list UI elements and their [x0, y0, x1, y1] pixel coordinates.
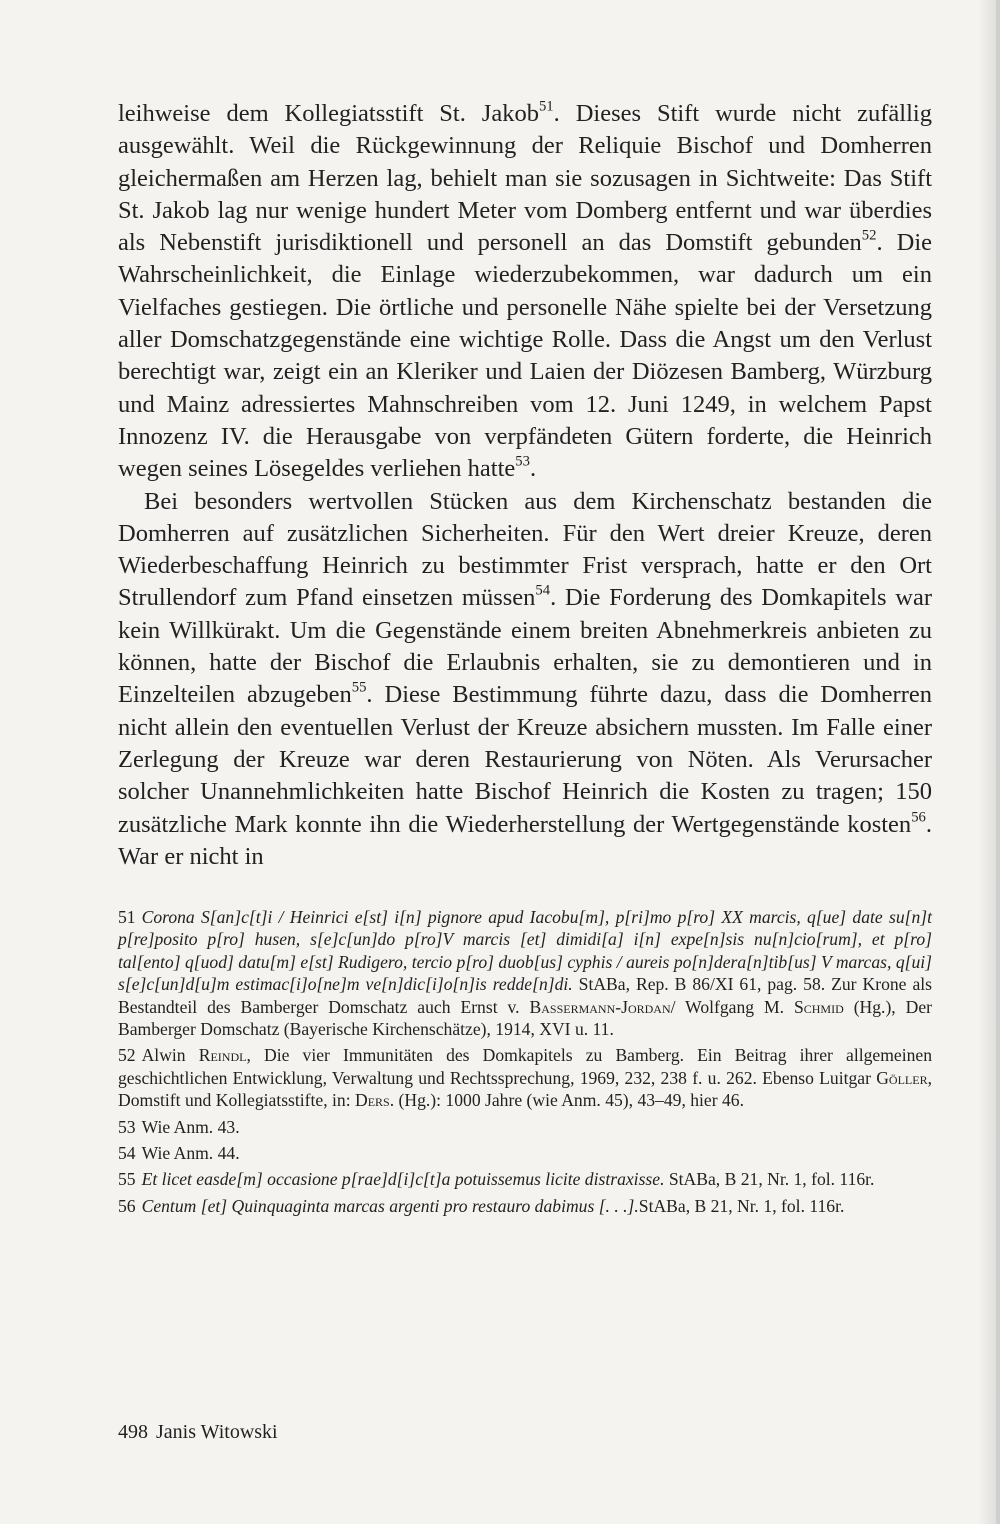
- text-run: StABa, B 21, Nr. 1, fol. 116r.: [664, 1169, 875, 1190]
- text-run: , Die vier Immunitäten des Domkapitels zu Bamberg. Ein Beitrag ihrer allgemeinen geschichtlichen Entwicklung, Verwaltung und Rechtssprechung, 1969, 232, 238 f. u. 262. Ebenso Luitgar: [118, 1045, 932, 1088]
- footnote-55: [118, 1168, 932, 1190]
- main-body-text: [118, 98, 932, 873]
- author-name: Göller: [876, 1067, 928, 1088]
- footnote-number: 51: [118, 907, 136, 927]
- text-run: leihweise dem Kollegiatsstift St. Jakob: [118, 100, 539, 127]
- footnote-51: [118, 906, 932, 1040]
- author-name: Reindl: [198, 1045, 247, 1066]
- text-run: Alwin: [141, 1045, 199, 1066]
- text-run: . War er nicht in: [118, 810, 932, 870]
- italic-quotation: Corona S[an]c[t]i / Heinrici e[st] i[n] pignore apud Iacobu[m], p[ri]mo p[ro] XX marcis, q[ue] date su[n]t p[re]posito p[ro] husen, s[e]c[un]do p[ro]V marcis [et] dimidi[a] i[n] expe[n]sis nu[n]cio[rum], et p[ro] tal[ento] q[uod] datu[m] e[st] Rudigero, tercio p[ro] duob[us] cyphis / aureis po[n]dera[n]tib[us] V marcas, q[ui] s[e]c[un]d[u]m estimac[i]o[ne]m ve[n]dic[i]o[n]is redde[n]di.: [118, 907, 932, 995]
- text-run: . Diese Bestimmung führte dazu, dass die Domherren nicht allein den eventuellen Verlust der Kreuze absichern mussten. Im Falle einer Zerlegung der Kreuze war deren Restaurierung von Nöten. Als Verursacher solcher Unannehmlichkeiten hatte Bischof Heinrich die Kosten zu tragen; 150 zusätzliche Mark konnte ihn die Wiederherstellung der Wertgegenstände kosten: [118, 681, 932, 838]
- text-run: . Dieses Stift wurde nicht zufällig ausgewählt. Weil die Rückgewinnung der Reliquie Bischof und Domherren gleichermaßen am Herzen lag, behielt man sie sozusagen in Sichtweite: Das Stift St. Jakob lag nur wenige hundert Meter vom Domberg entfernt und war überdies als Nebenstift jurisdiktionell und personell an das Domstift gebunden: [118, 100, 932, 257]
- text-run: . Die Forderung des Domkapitels war kein Willkürakt. Um die Gegenstände einem breiten Abnehmerkreis anbieten zu können, hatte der Bischof die Erlaubnis erhalten, sie zu demontieren und in Einzelteilen abzugeben: [118, 584, 932, 709]
- footnote-reference: 56: [911, 809, 926, 826]
- footnote-number: 53: [118, 1116, 136, 1137]
- footnote-56: [118, 1195, 932, 1217]
- footnotes-section: [118, 906, 932, 1221]
- footnote-reference: 53: [515, 453, 530, 470]
- footnote-reference: 51: [538, 98, 554, 115]
- text-run: (Hg.), Der Bamberger Domschatz (Bayerische Kirchenschätze), 1914, XVI u. 11.: [118, 996, 933, 1040]
- text-run: . (Hg.): 1000 Jahre (wie Anm. 45), 43–49, hier 46.: [389, 1090, 744, 1111]
- italic-quotation: Centum [et] Quinquaginta marcas argenti pro restauro dabimus [. . .].: [141, 1195, 639, 1216]
- footnote-number: 55: [118, 1169, 136, 1190]
- page-edge: [996, 0, 1000, 1524]
- page-footer: [118, 1421, 278, 1444]
- page-number: 498: [118, 1421, 148, 1443]
- text-run: Bei besonders wertvollen Stücken aus dem Kirchenschatz bestanden die Domherren auf zusätzlichen Sicherheiten. Für den Wert dreier Kreuze, deren Wiederbeschaffung Heinrich zu bestimmter Frist versprach, hatte er den Ort Strullendorf zum Pfand einsetzen müssen: [118, 487, 932, 612]
- author-name: Bassermann-Jordan: [529, 996, 671, 1017]
- footnote-52: [118, 1044, 932, 1111]
- italic-quotation: Et licet easde[m] occasione p[rae]d[i]c[t]a potuissemus licite distraxisse.: [141, 1169, 665, 1190]
- text-run: Wie Anm. 43.: [141, 1116, 240, 1137]
- author-name: Ders: [355, 1090, 390, 1111]
- text-run: StABa, Rep. B 86/XI 61, pag. 58. Zur Krone als Bestandteil des Bamberger Domschatz auch Ernst v.: [118, 974, 932, 1017]
- footnote-53: [118, 1116, 932, 1138]
- footnote-number: 52: [118, 1045, 136, 1066]
- footnote-reference: 55: [351, 680, 367, 697]
- text-run: . Die Wahrscheinlichkeit, die Einlage wiederzubekommen, war dadurch um ein Vielfaches gestiegen. Die örtliche und personelle Nähe spielte bei der Versetzung aller Domschatzgegenstände eine wichtige Rolle. Dass die Angst um den Verlust berechtigt war, zeigt ein an Kleriker und Laien der Diözesen Bamberg, Würzburg und Mainz adressiertes Mahnschreiben vom 12. Juni 1249, in welchem Papst Innozenz IV. die Herausgabe von verpfändeten Gütern forderte, die Heinrich wegen seines Lösegeldes verliehen hatte: [118, 229, 933, 483]
- footnote-reference: 52: [861, 227, 877, 244]
- text-run: .: [529, 455, 537, 483]
- text-run: Wie Anm. 44.: [141, 1143, 240, 1164]
- footnote-54: [118, 1142, 932, 1164]
- paragraph-2: [118, 486, 932, 874]
- text-run: StABa, B 21, Nr. 1, fol. 116r.: [638, 1195, 845, 1216]
- running-author: Janis Witowski: [156, 1421, 278, 1443]
- author-name: Schmid: [793, 996, 844, 1017]
- footnote-number: 54: [118, 1143, 136, 1164]
- footnote-reference: 54: [535, 583, 551, 600]
- footnote-number: 56: [118, 1195, 136, 1216]
- paragraph-1: [118, 98, 932, 486]
- text-run: , Domstift und Kollegiatsstifte, in:: [118, 1067, 932, 1111]
- text-run: / Wolfgang M.: [670, 996, 794, 1017]
